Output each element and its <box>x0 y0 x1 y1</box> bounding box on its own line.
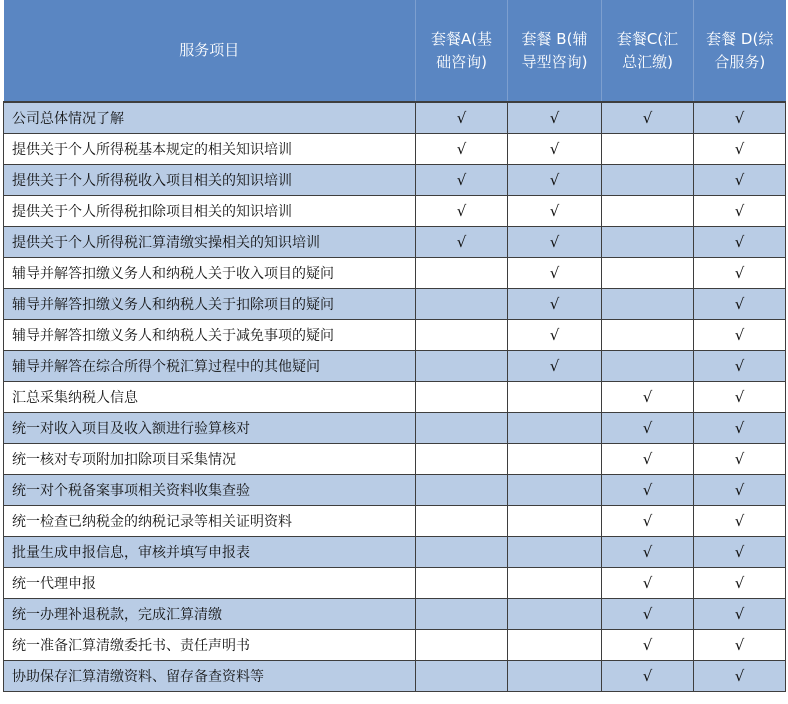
package-c-cell <box>602 599 694 630</box>
service-item-label: 辅导并解答扣缴义务人和纳税人关于扣除项目的疑问 <box>4 289 416 320</box>
table-row <box>4 227 786 258</box>
header-package-b: 套餐 B(辅 导型咨询) <box>508 0 602 102</box>
table-header-row <box>4 0 786 102</box>
table-row <box>4 444 786 475</box>
package-b-cell <box>508 320 602 351</box>
table-row <box>4 599 786 630</box>
service-item-label: 提供关于个人所得税收入项目相关的知识培训 <box>4 165 416 196</box>
check-mark-icon: √ <box>642 543 653 561</box>
header-package-d: 套餐 D(综 合服务) <box>694 0 786 102</box>
check-mark-icon: √ <box>456 233 467 251</box>
package-c-cell <box>602 351 694 382</box>
check-mark-icon: √ <box>456 171 467 189</box>
table-row <box>4 661 786 692</box>
check-mark-icon: √ <box>642 667 653 685</box>
table-row <box>4 320 786 351</box>
package-a-cell <box>416 134 508 165</box>
check-mark-icon: √ <box>734 605 745 623</box>
service-item-label: 汇总采集纳税人信息 <box>4 382 416 413</box>
check-mark-icon: √ <box>734 388 745 406</box>
package-d-cell <box>694 537 786 568</box>
package-a-cell <box>416 102 508 134</box>
package-c-cell <box>602 444 694 475</box>
package-b-cell <box>508 134 602 165</box>
check-mark-icon: √ <box>456 140 467 158</box>
package-d-cell <box>694 289 786 320</box>
package-a-cell <box>416 165 508 196</box>
package-c-cell <box>602 475 694 506</box>
package-b-cell <box>508 475 602 506</box>
check-mark-icon: √ <box>734 419 745 437</box>
package-c-cell <box>602 630 694 661</box>
package-b-cell <box>508 289 602 320</box>
package-d-cell <box>694 599 786 630</box>
package-c-cell <box>602 165 694 196</box>
check-mark-icon: √ <box>734 264 745 282</box>
check-mark-icon: √ <box>456 202 467 220</box>
package-c-cell <box>602 289 694 320</box>
service-item-label: 提供关于个人所得税汇算清缴实操相关的知识培训 <box>4 227 416 258</box>
package-a-cell <box>416 444 508 475</box>
package-b-cell <box>508 599 602 630</box>
check-mark-icon: √ <box>734 512 745 530</box>
package-b-cell <box>508 102 602 134</box>
package-b-cell <box>508 196 602 227</box>
service-item-label: 辅导并解答扣缴义务人和纳税人关于减免事项的疑问 <box>4 320 416 351</box>
package-d-cell <box>694 227 786 258</box>
table-row <box>4 382 786 413</box>
check-mark-icon: √ <box>734 171 745 189</box>
check-mark-icon: √ <box>549 295 560 313</box>
check-mark-icon: √ <box>642 512 653 530</box>
package-d-cell <box>694 661 786 692</box>
package-a-cell <box>416 227 508 258</box>
service-item-label: 公司总体情况了解 <box>4 102 416 134</box>
header-package-a: 套餐A(基 础咨询) <box>416 0 508 102</box>
package-a-cell <box>416 320 508 351</box>
check-mark-icon: √ <box>549 326 560 344</box>
check-mark-icon: √ <box>642 605 653 623</box>
package-c-cell <box>602 196 694 227</box>
package-b-cell <box>508 382 602 413</box>
package-a-cell <box>416 568 508 599</box>
service-item-label: 提供关于个人所得税扣除项目相关的知识培训 <box>4 196 416 227</box>
package-b-cell <box>508 413 602 444</box>
package-c-cell <box>602 134 694 165</box>
package-c-cell <box>602 227 694 258</box>
check-mark-icon: √ <box>734 543 745 561</box>
package-c-cell <box>602 661 694 692</box>
check-mark-icon: √ <box>642 419 653 437</box>
check-mark-icon: √ <box>642 388 653 406</box>
check-mark-icon: √ <box>734 140 745 158</box>
package-d-cell <box>694 134 786 165</box>
check-mark-icon: √ <box>734 295 745 313</box>
check-mark-icon: √ <box>549 140 560 158</box>
check-mark-icon: √ <box>734 481 745 499</box>
package-c-cell <box>602 102 694 134</box>
check-mark-icon: √ <box>549 357 560 375</box>
check-mark-icon: √ <box>734 326 745 344</box>
package-comparison-table <box>3 0 786 692</box>
table-row <box>4 506 786 537</box>
package-a-cell <box>416 599 508 630</box>
package-c-cell <box>602 568 694 599</box>
package-d-cell <box>694 102 786 134</box>
service-item-label: 统一办理补退税款，完成汇算清缴 <box>4 599 416 630</box>
check-mark-icon: √ <box>734 450 745 468</box>
package-c-cell <box>602 506 694 537</box>
package-b-cell <box>508 630 602 661</box>
check-mark-icon: √ <box>549 202 560 220</box>
package-d-cell <box>694 630 786 661</box>
check-mark-icon: √ <box>456 109 467 127</box>
service-item-label: 辅导并解答扣缴义务人和纳税人关于收入项目的疑问 <box>4 258 416 289</box>
package-d-cell <box>694 444 786 475</box>
service-item-label: 统一对收入项目及收入额进行验算核对 <box>4 413 416 444</box>
table-row <box>4 630 786 661</box>
service-item-label: 统一检查已纳税金的纳税记录等相关证明资料 <box>4 506 416 537</box>
package-d-cell <box>694 568 786 599</box>
package-d-cell <box>694 351 786 382</box>
check-mark-icon: √ <box>642 450 653 468</box>
package-d-cell <box>694 475 786 506</box>
service-item-label: 批量生成申报信息，审核并填写申报表 <box>4 537 416 568</box>
service-item-label: 提供关于个人所得税基本规定的相关知识培训 <box>4 134 416 165</box>
package-b-cell <box>508 444 602 475</box>
check-mark-icon: √ <box>642 481 653 499</box>
package-d-cell <box>694 506 786 537</box>
package-c-cell <box>602 258 694 289</box>
package-a-cell <box>416 661 508 692</box>
package-d-cell <box>694 320 786 351</box>
check-mark-icon: √ <box>734 233 745 251</box>
package-d-cell <box>694 258 786 289</box>
package-a-cell <box>416 537 508 568</box>
table-row <box>4 102 786 134</box>
check-mark-icon: √ <box>549 264 560 282</box>
package-d-cell <box>694 413 786 444</box>
package-d-cell <box>694 382 786 413</box>
check-mark-icon: √ <box>734 667 745 685</box>
table-row <box>4 134 786 165</box>
package-b-cell <box>508 506 602 537</box>
service-item-label: 协助保存汇算清缴资料、留存备查资料等 <box>4 661 416 692</box>
table-row <box>4 413 786 444</box>
service-item-label: 统一代理申报 <box>4 568 416 599</box>
package-a-cell <box>416 506 508 537</box>
package-b-cell <box>508 351 602 382</box>
package-a-cell <box>416 196 508 227</box>
table-row <box>4 537 786 568</box>
check-mark-icon: √ <box>549 171 560 189</box>
table-row <box>4 289 786 320</box>
table-row <box>4 196 786 227</box>
package-a-cell <box>416 413 508 444</box>
table-row <box>4 475 786 506</box>
package-a-cell <box>416 258 508 289</box>
table-row <box>4 568 786 599</box>
package-c-cell <box>602 413 694 444</box>
package-c-cell <box>602 382 694 413</box>
service-item-label: 统一准备汇算清缴委托书、责任声明书 <box>4 630 416 661</box>
package-b-cell <box>508 568 602 599</box>
package-c-cell <box>602 320 694 351</box>
check-mark-icon: √ <box>642 109 653 127</box>
check-mark-icon: √ <box>734 357 745 375</box>
service-item-label: 统一对个税备案事项相关资料收集查验 <box>4 475 416 506</box>
service-item-label: 辅导并解答在综合所得个税汇算过程中的其他疑问 <box>4 351 416 382</box>
check-mark-icon: √ <box>734 636 745 654</box>
package-a-cell <box>416 630 508 661</box>
package-b-cell <box>508 227 602 258</box>
table-body <box>4 102 786 692</box>
check-mark-icon: √ <box>734 109 745 127</box>
package-a-cell <box>416 382 508 413</box>
header-package-c: 套餐C(汇 总汇缴) <box>602 0 694 102</box>
package-a-cell <box>416 351 508 382</box>
check-mark-icon: √ <box>549 109 560 127</box>
header-service-items: 服务项目 <box>4 0 416 102</box>
package-b-cell <box>508 165 602 196</box>
check-mark-icon: √ <box>734 574 745 592</box>
check-mark-icon: √ <box>642 636 653 654</box>
package-a-cell <box>416 475 508 506</box>
package-d-cell <box>694 196 786 227</box>
check-mark-icon: √ <box>734 202 745 220</box>
service-item-label: 统一核对专项附加扣除项目采集情况 <box>4 444 416 475</box>
package-b-cell <box>508 661 602 692</box>
package-b-cell <box>508 258 602 289</box>
table-row <box>4 258 786 289</box>
package-a-cell <box>416 289 508 320</box>
package-d-cell <box>694 165 786 196</box>
check-mark-icon: √ <box>642 574 653 592</box>
table-row <box>4 165 786 196</box>
check-mark-icon: √ <box>549 233 560 251</box>
package-c-cell <box>602 537 694 568</box>
table-row <box>4 351 786 382</box>
package-b-cell <box>508 537 602 568</box>
